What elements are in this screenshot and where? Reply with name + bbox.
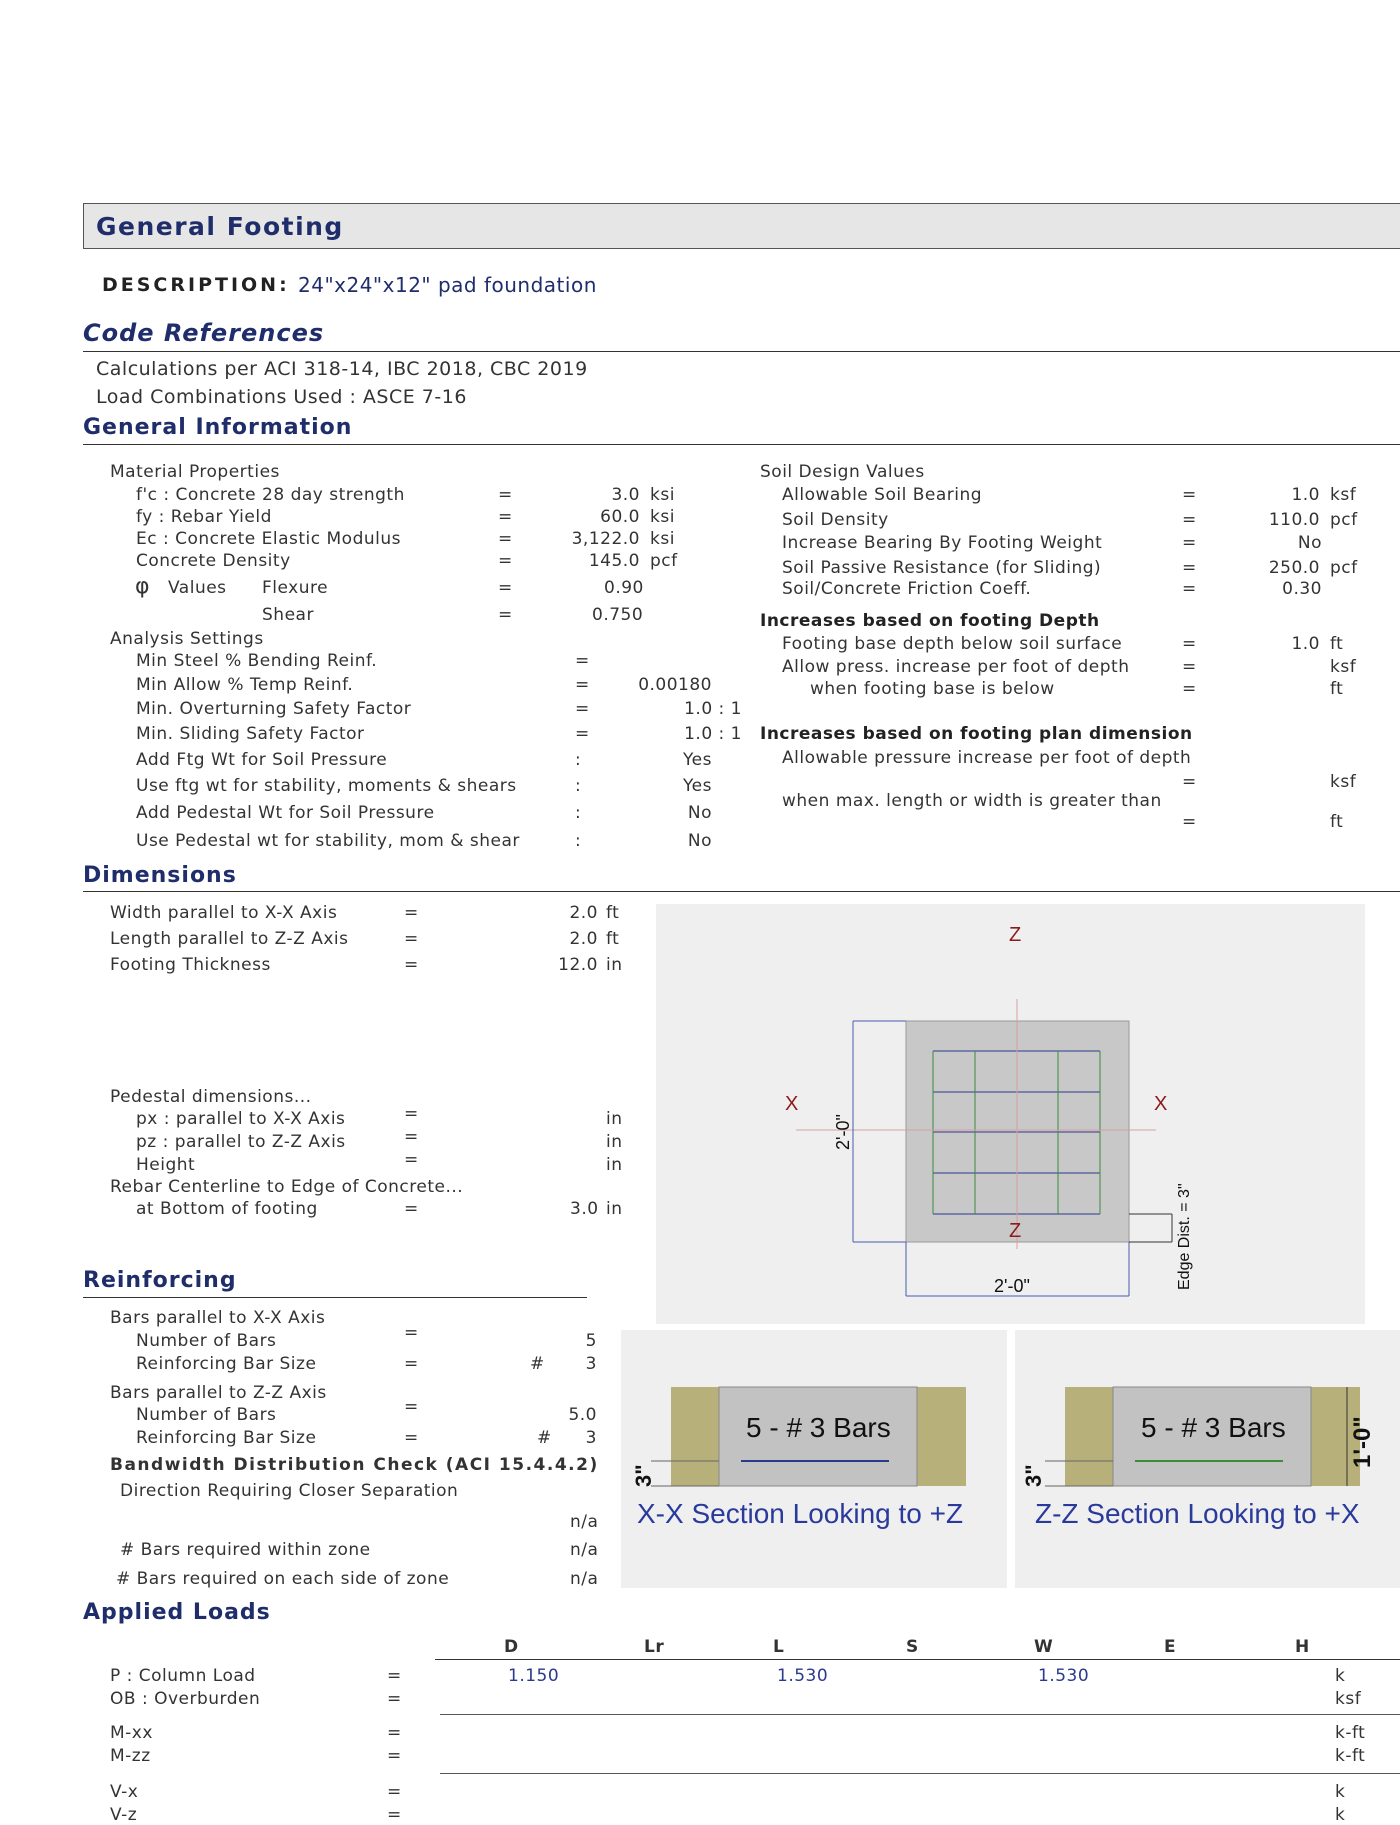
equals-sign: = <box>387 1723 402 1743</box>
unit-label: in <box>606 1132 623 1152</box>
shear-value: 0.750 <box>592 605 644 625</box>
reinforcing-row-value: 5 <box>585 1331 597 1351</box>
soil-row-value: 0.30 <box>1282 579 1322 599</box>
divider <box>83 891 1400 892</box>
material-row-label: Ec : Concrete Elastic Modulus <box>136 529 401 549</box>
equals-sign: = <box>498 578 513 598</box>
phi-symbol: φ <box>135 574 151 599</box>
equals-sign: = <box>404 1323 419 1343</box>
bars-within-zone-value: n/a <box>570 1540 599 1560</box>
unit-label: pcf <box>1330 558 1358 578</box>
load-column-header: Lr <box>644 1637 665 1657</box>
equals-sign: = <box>387 1746 402 1766</box>
bars-within-zone-label: # Bars required within zone <box>120 1540 371 1560</box>
soil-row-label: Soil Passive Resistance (for Sliding) <box>782 558 1102 578</box>
equals-sign: = <box>1182 772 1197 792</box>
soil-row-value: 110.0 <box>1268 510 1320 530</box>
unit-label: in <box>606 1199 623 1219</box>
unit-label: ft <box>1330 634 1344 654</box>
direction-value: n/a <box>570 1512 599 1532</box>
equals-sign: = <box>387 1782 402 1802</box>
unit-label: ft <box>1330 679 1344 699</box>
rebar-edge-heading: Rebar Centerline to Edge of Concrete... <box>110 1177 464 1197</box>
unit-label: ft <box>606 929 620 949</box>
load-row-label: M-zz <box>110 1746 151 1766</box>
soil-row-label: Allowable Soil Bearing <box>782 485 983 505</box>
equals-sign: = <box>1182 510 1197 530</box>
xx-cover-label: 3" <box>631 1464 656 1487</box>
phi-values-label: Values <box>168 578 227 598</box>
analysis-settings-heading: Analysis Settings <box>110 629 264 649</box>
depth-row-value: 1.0 <box>1291 634 1320 654</box>
reinforcing-heading: Reinforcing <box>83 1268 237 1293</box>
plan-increase-line-1: Allowable pressure increase per foot of depth <box>782 748 1192 768</box>
divider <box>435 1659 1400 1660</box>
equals-sign: = <box>575 724 590 744</box>
material-row-value: 60.0 <box>600 507 640 527</box>
material-row-value: 145.0 <box>588 551 640 571</box>
description-label: DESCRIPTION: <box>102 274 290 296</box>
equals-sign: = <box>1182 812 1197 832</box>
xx-section-svg <box>621 1330 1007 1490</box>
soil-row-label: Increase Bearing By Footing Weight <box>782 533 1103 553</box>
zz-section-caption: Z-Z Section Looking to +X <box>1035 1498 1360 1529</box>
dimension-row-value: 2.0 <box>569 903 598 923</box>
code-ref-line-2: Load Combinations Used : ASCE 7-16 <box>96 386 467 408</box>
equals-sign: = <box>498 551 513 571</box>
equals-sign: = <box>404 1104 419 1124</box>
analysis-row-value: No <box>687 831 712 851</box>
plan-increase-line-2: when max. length or width is greater than <box>782 791 1162 811</box>
analysis-row-label: Min Allow % Temp Reinf. <box>136 675 354 695</box>
pedestal-row-label: pz : parallel to Z-Z Axis <box>136 1132 346 1152</box>
equals-sign: = <box>404 1150 419 1170</box>
zz-section-panel <box>1015 1330 1400 1588</box>
reinforcing-row-label: Number of Bars <box>136 1405 277 1425</box>
footing-plan-diagram <box>656 904 1365 1324</box>
material-row-value: 3.0 <box>611 485 640 505</box>
x-axis-label-right: X <box>1154 1093 1168 1115</box>
description-value: 24"x24"x12" pad foundation <box>298 273 597 297</box>
equals-sign: : <box>575 750 582 770</box>
code-ref-line-1: Calculations per ACI 318-14, IBC 2018, CBC 2019 <box>96 358 588 380</box>
equals-sign: = <box>387 1805 402 1825</box>
material-row-value: 3,122.0 <box>571 529 640 549</box>
equals-sign: : <box>575 803 582 823</box>
analysis-row-label: Min. Overturning Safety Factor <box>136 699 412 719</box>
rebar-bottom-label: at Bottom of footing <box>136 1199 318 1219</box>
analysis-row-value: Yes <box>683 750 712 770</box>
equals-sign: = <box>404 929 419 949</box>
dimension-row-label: Footing Thickness <box>110 955 271 975</box>
depth-increase-heading: Increases based on footing Depth <box>760 611 1100 631</box>
soil-row-label: Soil/Concrete Friction Coeff. <box>782 579 1032 599</box>
reinforcing-row-value: 3 <box>585 1354 597 1374</box>
equals-sign: = <box>575 675 590 695</box>
load-column-header: E <box>1164 1637 1177 1657</box>
load-row-label: OB : Overburden <box>110 1689 261 1709</box>
pedestal-row-label: Height <box>136 1155 196 1175</box>
depth-row-label: Allow press. increase per foot of depth <box>782 657 1130 677</box>
direction-label: Direction Requiring Closer Separation <box>120 1481 459 1501</box>
material-properties-heading: Material Properties <box>110 462 280 482</box>
page-title: General Footing <box>96 212 344 241</box>
load-cell-value: 1.530 <box>1038 1666 1090 1686</box>
applied-loads-heading: Applied Loads <box>83 1600 271 1625</box>
x-axis-label-left: X <box>785 1093 799 1115</box>
load-column-header: D <box>504 1637 519 1657</box>
dimensions-heading: Dimensions <box>83 863 237 888</box>
analysis-row-label: Use ftg wt for stability, moments & shears <box>136 776 517 796</box>
z-axis-label-top: Z <box>1009 924 1022 946</box>
bars-each-side-value: n/a <box>570 1569 599 1589</box>
equals-sign: = <box>404 1127 419 1147</box>
equals-sign: = <box>1182 657 1197 677</box>
code-references-heading: Code References <box>83 319 325 347</box>
unit-label: in <box>606 955 623 975</box>
soil-row-value: 1.0 <box>1291 485 1320 505</box>
depth-row-label: Footing base depth below soil surface <box>782 634 1123 654</box>
analysis-row-value: 1.0 : 1 <box>684 724 742 744</box>
analysis-row-label: Use Pedestal wt for stability, mom & shear <box>136 831 520 851</box>
soil-row-label: Soil Density <box>782 510 889 530</box>
unit-label: pcf <box>650 551 678 571</box>
unit-label: in <box>606 1155 623 1175</box>
soil-row-value: No <box>1297 533 1322 553</box>
analysis-row-label: Add Ftg Wt for Soil Pressure <box>136 750 388 770</box>
zz-cover-label: 3" <box>1021 1464 1046 1487</box>
xx-section-caption: X-X Section Looking to +Z <box>637 1498 964 1529</box>
equals-sign: = <box>1182 485 1197 505</box>
load-column-header: L <box>773 1637 785 1657</box>
width-dimension-label: 2'-0" <box>833 1114 853 1150</box>
soil-row-value: 250.0 <box>1268 558 1320 578</box>
title-box <box>83 203 1400 249</box>
zz-section-svg <box>1015 1330 1400 1490</box>
bandwidth-heading: Bandwidth Distribution Check (ACI 15.4.4.2) <box>110 1455 599 1475</box>
bars-each-side-label: # Bars required on each side of zone <box>116 1569 450 1589</box>
material-row-label: Concrete Density <box>136 551 291 571</box>
material-row-label: fy : Rebar Yield <box>136 507 272 527</box>
load-row-label: M-xx <box>110 1723 153 1743</box>
divider <box>83 351 1400 352</box>
length-dimension-label: 2'-0" <box>994 1276 1030 1296</box>
equals-sign: = <box>1182 533 1197 553</box>
equals-sign: = <box>404 1397 419 1417</box>
dimension-row-value: 12.0 <box>558 955 598 975</box>
equals-sign: = <box>575 699 590 719</box>
equals-sign: = <box>498 605 513 625</box>
reinforcing-row-value: 3 <box>585 1428 597 1448</box>
equals-sign: = <box>498 529 513 549</box>
load-row-label: V-z <box>110 1805 138 1825</box>
unit-label: ft <box>606 903 620 923</box>
edge-distance-label: Edge Dist. = 3" <box>1176 1183 1193 1290</box>
equals-sign: = <box>498 507 513 527</box>
divider <box>440 1714 1400 1715</box>
equals-sign: = <box>498 485 513 505</box>
bar-size-hash: # <box>537 1428 552 1448</box>
unit-label: k <box>1335 1782 1346 1802</box>
unit-label: ksf <box>1330 485 1357 505</box>
load-column-header: S <box>906 1637 919 1657</box>
divider <box>83 1297 587 1298</box>
load-column-header: W <box>1034 1637 1054 1657</box>
zz-bars-label: 5 - # 3 Bars <box>1141 1412 1286 1443</box>
analysis-row-value: Yes <box>683 776 712 796</box>
soil-design-heading: Soil Design Values <box>760 462 925 482</box>
shear-label: Shear <box>262 605 314 625</box>
unit-label: k-ft <box>1335 1746 1366 1766</box>
unit-label: ksf <box>1335 1689 1362 1709</box>
analysis-row-label: Add Pedestal Wt for Soil Pressure <box>136 803 435 823</box>
analysis-row-value: 0.00180 <box>638 675 712 695</box>
rebar-bottom-value: 3.0 <box>570 1199 599 1219</box>
plan-increase-heading: Increases based on footing plan dimension <box>760 724 1193 744</box>
unit-label: ksi <box>650 529 675 549</box>
z-axis-label-bottom: Z <box>1009 1220 1022 1242</box>
general-information-heading: General Information <box>83 415 353 440</box>
equals-sign: = <box>404 1428 419 1448</box>
load-row-label: P : Column Load <box>110 1666 256 1686</box>
equals-sign: = <box>1182 558 1197 578</box>
equals-sign: = <box>387 1689 402 1709</box>
flexure-label: Flexure <box>262 578 329 598</box>
analysis-row-value: No <box>687 803 712 823</box>
unit-label: k <box>1335 1805 1346 1825</box>
equals-sign: = <box>404 1354 419 1374</box>
unit-label: ksf <box>1330 657 1357 677</box>
unit-label: in <box>606 1109 623 1129</box>
load-column-header: H <box>1295 1637 1310 1657</box>
bar-size-hash: # <box>530 1354 545 1374</box>
equals-sign: = <box>404 1199 419 1219</box>
pedestal-row-label: px : parallel to X-X Axis <box>136 1109 346 1129</box>
material-row-label: f'c : Concrete 28 day strength <box>136 485 405 505</box>
xx-bars-label: 5 - # 3 Bars <box>746 1412 891 1443</box>
footing-plan-svg <box>656 904 1365 1324</box>
zz-depth-label: 1'-0" <box>1349 1416 1376 1468</box>
flexure-value: 0.90 <box>604 578 644 598</box>
equals-sign: = <box>1182 579 1197 599</box>
load-row-label: V-x <box>110 1782 139 1802</box>
reinforcing-row-label: Number of Bars <box>136 1331 277 1351</box>
reinforcing-row-label: Reinforcing Bar Size <box>136 1354 317 1374</box>
equals-sign: = <box>404 955 419 975</box>
load-cell-value: 1.150 <box>508 1666 560 1686</box>
equals-sign: : <box>575 776 582 796</box>
reinforcing-row-label: Reinforcing Bar Size <box>136 1428 317 1448</box>
unit-label: pcf <box>1330 510 1358 530</box>
xx-section-panel <box>621 1330 1007 1588</box>
depth-row-label: when footing base is below <box>810 679 1055 699</box>
equals-sign: = <box>404 903 419 923</box>
unit-label: ft <box>1330 812 1344 832</box>
reinforcing-row-value: 5.0 <box>568 1405 597 1425</box>
equals-sign: = <box>575 651 590 671</box>
dimension-row-value: 2.0 <box>569 929 598 949</box>
bars-xx-heading: Bars parallel to X-X Axis <box>110 1308 326 1328</box>
pedestal-heading: Pedestal dimensions... <box>110 1087 312 1107</box>
equals-sign: = <box>1182 679 1197 699</box>
equals-sign: : <box>575 831 582 851</box>
unit-label: ksf <box>1330 772 1357 792</box>
divider <box>440 1773 1400 1774</box>
analysis-row-label: Min Steel % Bending Reinf. <box>136 651 378 671</box>
analysis-row-label: Min. Sliding Safety Factor <box>136 724 365 744</box>
unit-label: ksi <box>650 507 675 527</box>
unit-label: k-ft <box>1335 1723 1366 1743</box>
bars-zz-heading: Bars parallel to Z-Z Axis <box>110 1383 327 1403</box>
load-cell-value: 1.530 <box>777 1666 829 1686</box>
analysis-row-value: 1.0 : 1 <box>684 699 742 719</box>
unit-label: k <box>1335 1666 1346 1686</box>
divider <box>83 444 1400 445</box>
equals-sign: = <box>1182 634 1197 654</box>
unit-label: ksi <box>650 485 675 505</box>
dimension-row-label: Length parallel to Z-Z Axis <box>110 929 349 949</box>
equals-sign: = <box>387 1666 402 1686</box>
dimension-row-label: Width parallel to X-X Axis <box>110 903 338 923</box>
